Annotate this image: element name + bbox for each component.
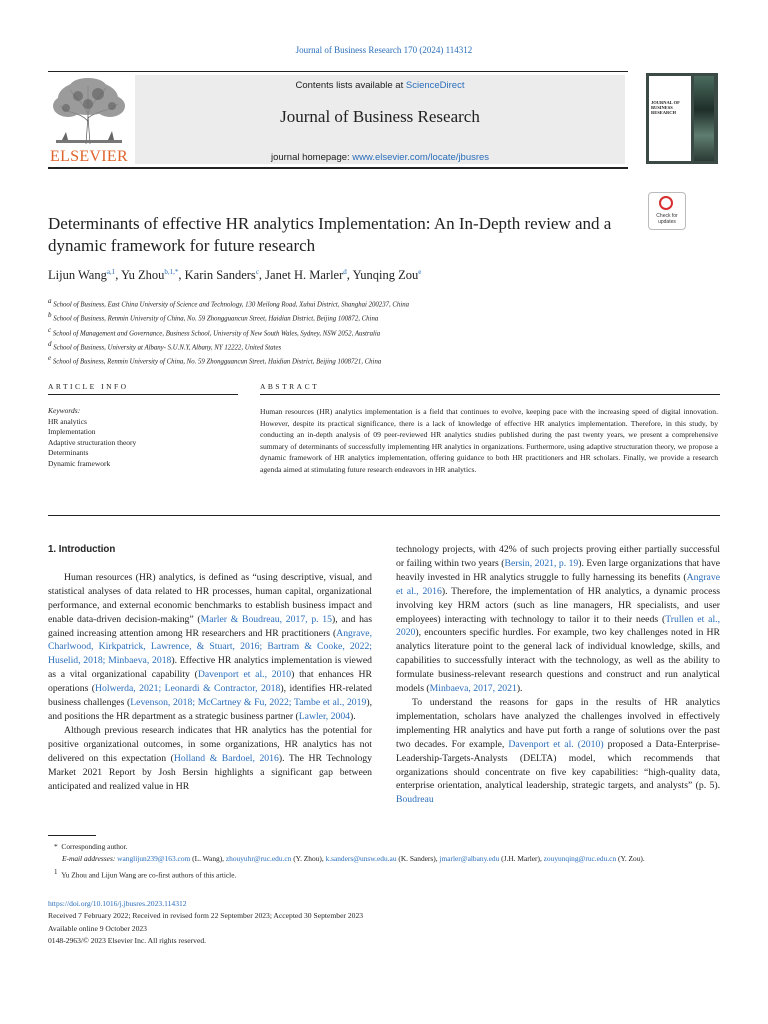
- header-bottom-rule: [48, 167, 628, 169]
- paragraph-text: ).: [350, 710, 356, 722]
- citation-link[interactable]: Marler & Boudreau, 2017, p. 15: [200, 613, 332, 625]
- co-first-author-note: Yu Zhou and Lijun Wang are co-first authors of this article.: [61, 870, 237, 880]
- keyword: Implementation: [48, 427, 96, 436]
- email-label: E-mail addresses:: [62, 854, 118, 864]
- journal-homepage-link[interactable]: www.elsevier.com/locate/jbusres: [352, 152, 490, 163]
- abstract-heading: ABSTRACT: [260, 382, 320, 391]
- paragraph-text: To understand the reasons for gaps in the results of HR analytics implementation, scholars have analyzed the challenges involved in effectively implementing HR analytics and have put forth a range of solutions over the past two decades. For example,: [396, 696, 720, 750]
- citation-link[interactable]: Holwerda, 2021; Leonardi & Contractor, 2018: [95, 683, 281, 695]
- journal-cover-text: JOURNAL OF BUSINESS RESEARCH: [651, 100, 680, 115]
- author-affiliation-marker[interactable]: e: [418, 268, 422, 276]
- keyword: Adaptive structuration theory: [48, 437, 137, 447]
- affiliation-line: [48, 310, 668, 324]
- affiliation-text: School of Management and Governance, Business School, University of New South Wales, Sydney, NSW 2052, Australia: [52, 329, 381, 337]
- author-affiliation-marker[interactable]: c: [255, 268, 259, 276]
- abstract-bottom-rule: [48, 515, 720, 516]
- citation-link[interactable]: Levenson, 2018; McCartney & Fu, 2022; Tambe et al., 2019: [130, 697, 367, 709]
- paragraph-text: ).: [516, 683, 523, 695]
- paragraph-text: ). Effective HR analytics implementation is viewed as a vital organizational capability (: [48, 655, 372, 681]
- author-affiliation-marker[interactable]: d: [343, 268, 347, 276]
- email-link[interactable]: wanglijun239@163.com: [117, 854, 191, 864]
- paragraph-text: ) that enhances HR operations (: [48, 669, 373, 695]
- body-column-right: [396, 543, 720, 807]
- sciencedirect-link[interactable]: ScienceDirect: [405, 80, 465, 91]
- abstract-text: Human resources (HR) analytics implementation is a field that continues to evolve, keeping pace with the increasing speed of digital innovation. However, despite its practical significance, there is a lack of knowledge of effective HR analytics implementation. Therefore, in this study, by conducting an in-depth analysis of 09 peer-reviewed HR analytics studies published during the past twenty years, we present a comprehensive summary of determinants of successfully implementing HR analytics in organizations. Furthermore, using adaptive structuration theory, we propose a dynamic framework of HR analytics implementation, offering guidance to both HR practitioners and HR scholars. Finally, we provide a research agenda aimed at stimulating future research endeavors in HR analytics.: [260, 407, 718, 474]
- paragraph-text: technology projects, with 42% of such projects proving either partially successful or failing within two years (: [396, 544, 720, 569]
- contents-line: Contents lists available at ScienceDirect: [295, 80, 465, 91]
- citation-link[interactable]: Davenport et al. (2010): [508, 738, 604, 750]
- abstract-rule: [260, 394, 720, 395]
- author-name: Yunqing Zou: [352, 268, 419, 283]
- email-link[interactable]: jmarler@albany.edu: [439, 854, 500, 864]
- citation-link[interactable]: Angrave et al., 2016: [396, 571, 720, 597]
- email-owner: (Y. Zhou),: [291, 854, 326, 864]
- corresponding-author-note: Corresponding author.: [61, 842, 128, 851]
- footnote-rule: [48, 835, 96, 836]
- citation-link[interactable]: Holland & Bardoel, 2016: [173, 752, 279, 764]
- affiliation-key: a: [48, 297, 52, 305]
- keywords-block: [48, 406, 248, 469]
- affiliation-text: School of Business, Renmin University of China, No. 59 Zhongguancun Street, Haidian District, Beijing 100872, China: [53, 315, 379, 323]
- article-info-heading: ARTICLE INFO: [48, 382, 129, 391]
- paragraph-text: proposed a Data-Enterprise-Leadership-Targets-Analysts (DELTA) model, which recommends that organizations should concentrate on five key capabilities: “high-quality data, enterprise orientation, analytical leadership, strategic targets, and analysts” (p. 5).: [396, 738, 720, 792]
- citation-link[interactable]: Boudreau: [396, 794, 434, 806]
- homepage-line: journal homepage: www.elsevier.com/locate/jbusres: [270, 152, 490, 163]
- received-dates: Received 7 February 2022; Received in revised form 22 September 2023; Accepted 30 September 2023: [48, 911, 364, 921]
- check-updates-icon: [659, 196, 673, 210]
- paragraph-text: ), and has gained increasing attention among HR researchers and HR practitioners (: [48, 613, 372, 639]
- paragraph-text: ). Therefore, the implementation of HR analytics, a dynamic process involving key HRM actors (such as line managers, HR specialists, and user employees) interacting with technology to tailor it to their needs (: [396, 585, 720, 625]
- affiliation-line: [48, 339, 668, 353]
- email-owner: (Y. Zou).: [616, 854, 645, 864]
- publication-info: [48, 898, 728, 947]
- author-name: Lijun Wang: [48, 268, 107, 283]
- intro-paragraph: [396, 543, 720, 696]
- paragraph-text: ), and positions the HR department as a strategic business partner (: [48, 697, 372, 722]
- citation-link[interactable]: Trullen et al., 2020: [396, 613, 721, 639]
- affiliation-key: c: [48, 325, 52, 334]
- header-top-rule: [48, 71, 628, 72]
- email-owner: (L. Wang),: [190, 854, 226, 864]
- intro-paragraph: [48, 724, 372, 794]
- affiliation-text: School of Business, University at Albany- S.U.N.Y, Albany, NY 12222, United States: [53, 344, 282, 352]
- author-affiliation-marker[interactable]: a,1: [106, 268, 116, 276]
- affiliation-text: School of Business, East China University of Science and Technology, 130 Meilong Road, Xuhui District, Shanghai 200237, China: [53, 301, 410, 309]
- keyword: Dynamic framework: [48, 458, 111, 468]
- journal-reference[interactable]: Journal of Business Research 170 (2024) 114312: [295, 45, 473, 55]
- affiliation-line: [48, 353, 668, 367]
- author-list: Lijun Wang$^{a,1}$, Yu Zhou$^{b,1,*}$, Karin Sanders$^c$, Janet H. Marler$^d$, Yunqing Zou$^e$: [48, 268, 422, 283]
- keywords-list: [48, 417, 248, 470]
- check-for-updates-button[interactable]: Check for updates: [648, 192, 686, 230]
- journal-title: Journal of Business Research: [280, 107, 480, 126]
- citation-link[interactable]: Angrave, Charlwood, Kirkpatrick, Lawrence, & Stuart, 2016; Bartram & Cooke, 2022; Huselid, 2018; Minbaeva, 2018: [48, 627, 372, 667]
- paragraph-text: ). Even large organizations that have heavily invested in HR analytics struggle to fully harnessing its benefits (: [396, 557, 721, 583]
- paragraph-text: Although previous research indicates that HR analytics has the potential for positive organizational outcomes, in some organizations, HR analytics has not delivered on this expectation (: [48, 724, 372, 764]
- keywords-label: Keywords:: [48, 406, 81, 415]
- author-name: Janet H. Marler: [265, 268, 344, 283]
- citation-link[interactable]: Davenport et al., 2010: [197, 669, 292, 681]
- email-owner: (J.H. Marler),: [499, 854, 544, 864]
- elsevier-wordmark: ELSEVIER: [50, 148, 128, 165]
- email-addresses: [48, 853, 728, 865]
- keyword: HR analytics: [48, 416, 87, 426]
- affiliation-key: d: [48, 339, 52, 348]
- article-title: Determinants of effective HR analytics Implementation: An In-Depth review and a dynamic framework for future research: [48, 214, 612, 255]
- intro-paragraph: [396, 696, 720, 807]
- author-affiliation-marker[interactable]: b,1,*: [164, 268, 179, 276]
- citation-link[interactable]: Minbaeva, 2017, 2021: [429, 683, 517, 695]
- footnotes: * Corresponding author. E-mail addresses: wanglijun239@163.com (L. Wang), zhouyuhr@ruc.edu.cn (Y. Zhou), k.sanders@unsw.edu.au (K. Sanders), jmarler@albany.edu (J.H. Marler), zouyunqing@ruc.edu.cn (Y. Zou). $^1$ Yu Zhou and Lijun Wang are co-first authors of this article.: [48, 841, 728, 881]
- email-link[interactable]: zouyunqing@ruc.edu.cn: [543, 854, 617, 864]
- paragraph-text: Human resources (HR) analytics, is defined as “using descriptive, visual, and statistical analyses of data related to HR processes, human capital, organizational performance, and external economic benchmarks to establish business impact and enable data-driven decision-making” (: [48, 571, 372, 625]
- doi-link[interactable]: https://doi.org/10.1016/j.jbusres.2023.114312: [48, 899, 187, 908]
- affiliation-key: b: [48, 311, 52, 320]
- paragraph-text: ), identifies HR-related business challenges (: [48, 683, 373, 709]
- affiliation-text: School of Business, Renmin University of China, No. 59 Zhongguancun Street, Haidian District, Beijing 1008721, China: [52, 358, 382, 366]
- journal-cover-thumbnail[interactable]: [646, 73, 718, 164]
- section-heading-introduction: 1. Introduction: [48, 544, 116, 555]
- author-name: Yu Zhou: [120, 268, 165, 283]
- article-info-rule: [48, 394, 238, 395]
- available-online: Available online 9 October 2023: [48, 923, 147, 933]
- affiliation-line: [48, 325, 668, 339]
- intro-paragraph: [48, 571, 372, 724]
- paragraph-text: ). The HR Technology Market 2021 Report by Josh Bersin highlights a significant gap between anticipated and realized value in HR: [48, 752, 372, 792]
- citation-link[interactable]: Lawler, 2004: [298, 710, 351, 722]
- body-column-left: [48, 543, 372, 793]
- email-owner: (K. Sanders),: [396, 854, 440, 864]
- affiliations: [48, 296, 668, 367]
- paragraph-text: ), encounters specific hurdles. For example, two key challenges noted in HR analytics literature point to the general lack of individual knowledge, skills, and capabilities to successfully interact with the technology, as well as the ability to formulate business-relevant research questions and construct and run analytical models (: [396, 627, 720, 695]
- author-name: Karin Sanders: [184, 268, 256, 283]
- keyword: Determinants: [48, 448, 89, 457]
- email-link[interactable]: zhouyuhr@ruc.edu.cn: [225, 854, 292, 864]
- email-link[interactable]: k.sanders@unsw.edu.au: [325, 854, 397, 864]
- copyright: 0148-2963/© 2023 Elsevier Inc. All rights reserved.: [48, 935, 207, 945]
- affiliation-key: e: [48, 354, 52, 363]
- affiliation-line: [48, 296, 668, 310]
- citation-link[interactable]: Bersin, 2021, p. 19: [504, 557, 579, 569]
